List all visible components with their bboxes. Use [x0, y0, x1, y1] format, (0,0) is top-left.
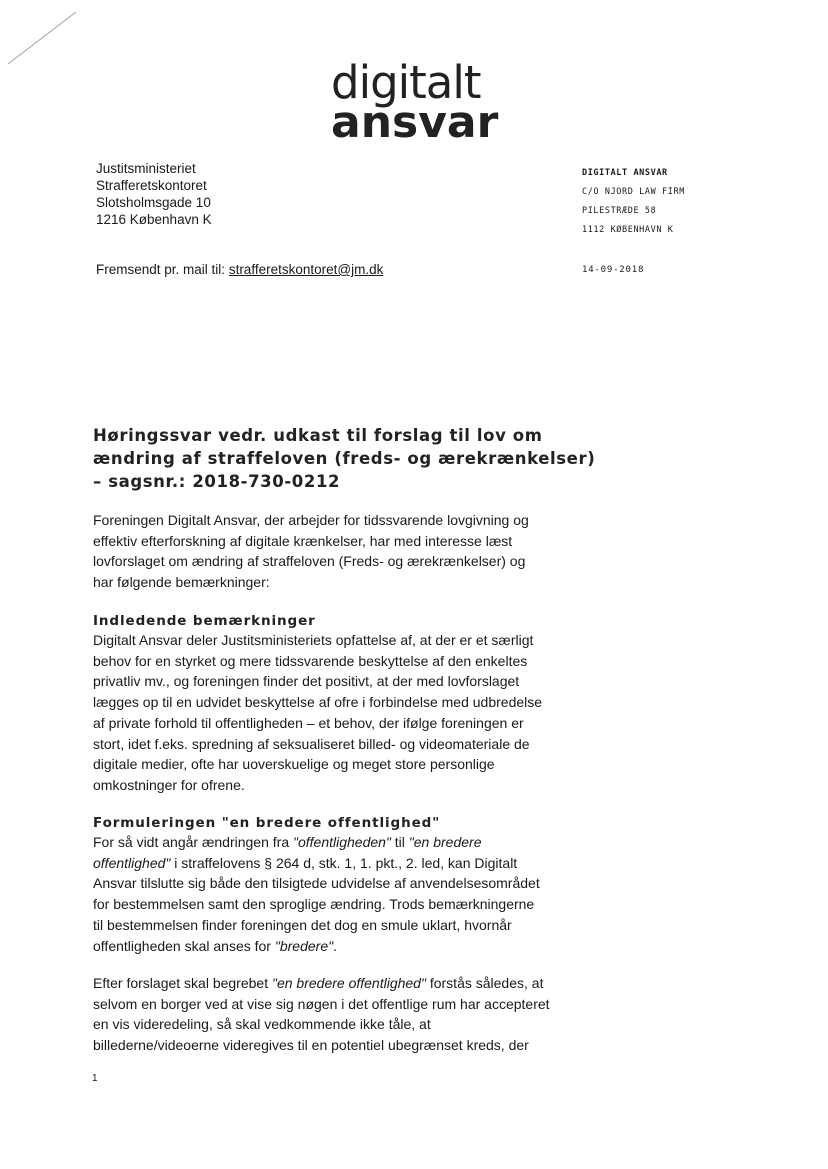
recipient-address — [96, 160, 212, 228]
text-line: privatliv mv., og foreningen finder det positivt, at der med lovforslaget — [93, 673, 520, 690]
text-line: Ansvar tilslutte sig både den tilsigtede udvidelse af anvendelsesområdet — [93, 875, 540, 892]
logo — [331, 56, 511, 148]
text-line: har følgende bemærkninger: — [93, 574, 270, 591]
email-link[interactable]: strafferetskontoret@jm.dk — [228, 262, 384, 277]
title-line: ændring af straffeloven (freds- og ærekrænkelser) — [93, 449, 596, 468]
text-line: behov for en styrket og mere tidssvarende beskyttelse af den enkeltes — [93, 652, 528, 669]
logo-text-digitalt: digitalt — [331, 56, 481, 109]
recipient-line: Slotsholmsgade 10 — [96, 195, 211, 210]
logo-text-ansvar: ansvar — [331, 97, 499, 148]
scan-corner-mark — [0, 0, 90, 70]
recipient-line: 1216 København K — [96, 212, 212, 227]
section-heading-indledende: Indledende bemærkninger — [93, 613, 316, 629]
text-line: digitale medier, ofte har uoverskuelige og meget store personlige — [93, 756, 495, 773]
recipient-line: Strafferetskontoret — [96, 178, 207, 193]
sender-line: 1112 KØBENHAVN K — [582, 225, 674, 235]
sender-name: DIGITALT ANSVAR — [582, 168, 668, 178]
sender-address — [582, 168, 685, 244]
intro-paragraph — [93, 510, 563, 593]
text-line: For så vidt angår ændringen fra "offentligheden" til "en bredere — [93, 834, 482, 850]
section3-paragraph — [93, 973, 563, 1056]
text-line: af private forhold til offentligheden – et behov, der ifølge foreningen er — [93, 714, 524, 731]
sender-line: PILESTRÆDE 58 — [582, 206, 657, 216]
section2-paragraph — [93, 832, 563, 956]
document-title — [93, 424, 596, 493]
text-line: selvom en borger ved at vise sig nøgen i det offentlige rum har accepteret — [93, 995, 550, 1012]
page-number: 1 — [92, 1073, 98, 1084]
text-line: omkostninger for ofrene. — [93, 776, 245, 793]
title-line: Høringssvar vedr. udkast til forslag til lov om — [93, 426, 543, 445]
text-line: lægges op til en udvidet beskyttelse af ofre i forbindelse med udbredelse — [93, 694, 543, 711]
text-line: Efter forslaget skal begrebet "en bredere offentlighed" forstås således, at — [93, 975, 544, 991]
letter-date: 14-09-2018 — [582, 265, 645, 275]
sent-by-mail-line — [96, 262, 383, 277]
text-line: til bestemmelsen finder foreningen det dog en smule uklart, hvornår — [93, 916, 512, 933]
text-line: offentligheden skal anses for "bredere". — [93, 937, 337, 954]
text-line: Foreningen Digitalt Ansvar, der arbejder for tidssvarende lovgivning og — [93, 512, 529, 528]
text-line: Digitalt Ansvar deler Justitsministeriets opfattelse af, at der er et særligt — [93, 632, 534, 648]
text-line: stort, idet f.eks. spredning af seksualiseret billed- og videomateriale de — [93, 735, 530, 752]
text-line: offentlighed" i straffelovens § 264 d, stk. 1, 1. pkt., 2. led, kan Digitalt — [93, 854, 518, 871]
text-line: for bestemmelsen samt den sproglige ændring. Trods bemærkningerne — [93, 896, 535, 913]
section1-paragraph — [93, 630, 563, 796]
title-line: – sagsnr.: 2018-730-0212 — [93, 472, 341, 491]
sent-label: Fremsendt pr. mail til: — [96, 262, 226, 277]
text-line: en vis videredeling, så skal vedkommende ikke tåle, at — [93, 1016, 431, 1033]
text-line: billederne/videoerne videregives til en potentiel ubegrænset kreds, der — [93, 1037, 529, 1054]
text-line: lovforslaget om ændring af straffeloven (Freds- og ærekrænkelser) og — [93, 553, 526, 570]
recipient-line: Justitsministeriet — [96, 161, 196, 176]
sender-line: C/O NJORD LAW FIRM — [582, 187, 685, 197]
section-heading-formuleringen: Formuleringen "en bredere offentlighed" — [93, 815, 441, 831]
text-line: effektiv efterforskning af digitale krænkelser, har med interesse læst — [93, 532, 513, 549]
